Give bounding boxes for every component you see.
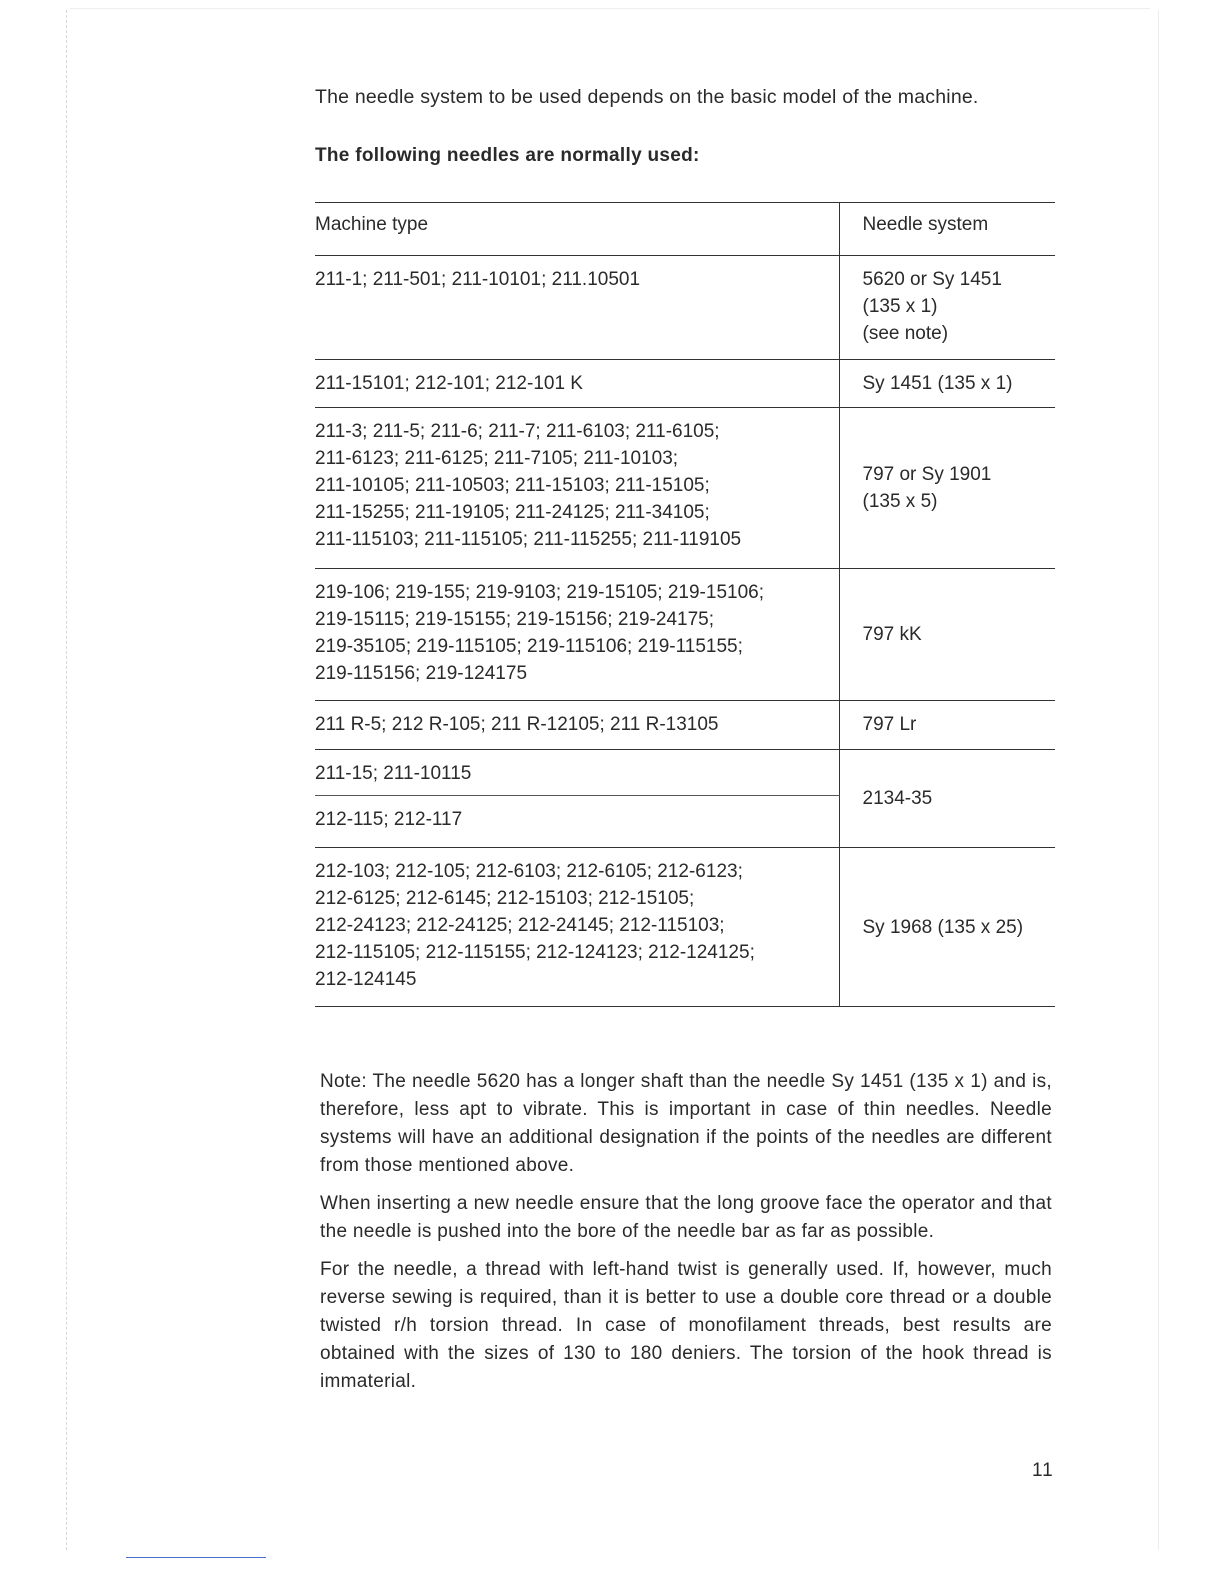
needle-system-line: Sy 1451 (135 x 1) bbox=[862, 373, 1013, 394]
header-machine-type: Machine type bbox=[315, 203, 839, 256]
needle-system-line: 797 Lr bbox=[862, 714, 917, 735]
machine-type-line: 219-35105; 219-115105; 219-115106; 219-115155; bbox=[315, 636, 743, 657]
table-row bbox=[315, 360, 1055, 408]
machine-type-cell bbox=[315, 569, 839, 701]
machine-type-line: 212-24123; 212-24125; 212-24145; 212-115103; bbox=[315, 915, 725, 936]
needle-system-line: 2134-35 bbox=[862, 788, 933, 809]
table-row bbox=[315, 701, 1055, 750]
bottom-rule bbox=[126, 1557, 266, 1558]
table-row bbox=[315, 750, 1055, 796]
machine-type-cell bbox=[315, 701, 839, 750]
needle-system-line: (see note) bbox=[862, 323, 949, 344]
machine-type-line: 212-115105; 212-115155; 212-124123; 212-124125; bbox=[315, 942, 755, 963]
needle-system-cell bbox=[839, 750, 1055, 848]
page-number: 11 bbox=[1032, 1460, 1054, 1481]
needle-system-cell bbox=[839, 408, 1055, 569]
machine-type-line: 212-115; 212-117 bbox=[315, 809, 463, 830]
machine-type-line: 211-6123; 211-6125; 211-7105; 211-10103; bbox=[315, 448, 679, 469]
machine-type-line: 211 R-5; 212 R-105; 211 R-12105; 211 R-13105 bbox=[315, 714, 719, 735]
machine-type-line: 211-15; 211-10115 bbox=[315, 763, 472, 784]
table-row bbox=[315, 256, 1055, 360]
machine-type-cell bbox=[315, 360, 839, 408]
machine-type-line: 219-15115; 219-15155; 219-15156; 219-24175; bbox=[315, 609, 714, 630]
needle-system-line: Sy 1968 (135 x 25) bbox=[862, 916, 1024, 938]
page-edge-right bbox=[1158, 10, 1159, 1550]
needle-system-cell bbox=[839, 256, 1055, 360]
section-heading: The following needles are normally used: bbox=[315, 145, 700, 166]
needle-system-line: (135 x 1) bbox=[862, 296, 938, 317]
needle-system-cell bbox=[839, 569, 1055, 701]
needle-system-cell bbox=[839, 848, 1055, 1007]
machine-type-cell bbox=[315, 408, 839, 569]
machine-type-line: 211-1; 211-501; 211-10101; 211.10501 bbox=[315, 269, 641, 290]
page-edge-left bbox=[66, 10, 67, 1550]
machine-type-cell bbox=[315, 796, 839, 848]
needle-system-line: (135 x 5) bbox=[862, 491, 938, 512]
machine-type-line: 219-106; 219-155; 219-9103; 219-15105; 219-15106; bbox=[315, 582, 764, 603]
table-header-row bbox=[315, 203, 1055, 256]
needle-system-cell bbox=[839, 360, 1055, 408]
notes-section bbox=[320, 1068, 1052, 1406]
machine-type-line: 212-124145 bbox=[315, 969, 417, 990]
thread-paragraph: For the needle, a thread with left-hand twist is generally used. If, however, much reverse sewing is required, than it is better to use a double core thread or a double twisted r/h torsion thread. In case of monofilament threads, best results are obtained with the sizes of 130 to 180 deniers. The torsion of the hook thread is immaterial. bbox=[320, 1259, 1052, 1392]
machine-type-line: 211-15101; 212-101; 212-101 K bbox=[315, 373, 583, 394]
table-row bbox=[315, 408, 1055, 569]
needle-system-cell bbox=[839, 701, 1055, 750]
page-edge-top bbox=[70, 8, 1150, 9]
table-row bbox=[315, 569, 1055, 701]
machine-type-line: 212-103; 212-105; 212-6103; 212-6105; 212-6123; bbox=[315, 861, 743, 882]
header-needle-system: Needle system bbox=[839, 203, 1055, 256]
needle-system-line: 797 kK bbox=[862, 624, 922, 645]
machine-type-cell bbox=[315, 750, 839, 796]
intro-text: The needle system to be used depends on the basic model of the machine. bbox=[315, 86, 979, 108]
machine-type-line: 211-115103; 211-115105; 211-115255; 211-119105 bbox=[315, 529, 742, 550]
needle-insertion-paragraph: When inserting a new needle ensure that the long groove face the operator and that the needle is pushed into the bore of the needle bar as far as possible. bbox=[320, 1193, 1052, 1242]
machine-type-line: 212-6125; 212-6145; 212-15103; 212-15105; bbox=[315, 888, 695, 909]
machine-type-cell bbox=[315, 848, 839, 1007]
machine-type-line: 219-115156; 219-124175 bbox=[315, 663, 528, 684]
needle-system-line: 797 or Sy 1901 bbox=[862, 464, 992, 485]
needle-table bbox=[315, 202, 1055, 1007]
machine-type-line: 211-10105; 211-10503; 211-15103; 211-15105; bbox=[315, 475, 710, 496]
machine-type-line: 211-15255; 211-19105; 211-24125; 211-34105; bbox=[315, 502, 710, 523]
note-paragraph: Note: The needle 5620 has a longer shaft than the needle Sy 1451 (135 x 1) and is, therefore, less apt to vibrate. This is important in case of thin needles. Needle systems will have an additional designation if the points of the needles are different from those mentioned above. bbox=[320, 1071, 1052, 1176]
machine-type-cell bbox=[315, 256, 839, 360]
table-row bbox=[315, 848, 1055, 1007]
machine-type-line: 211-3; 211-5; 211-6; 211-7; 211-6103; 211-6105; bbox=[315, 421, 720, 442]
needle-system-line: 5620 or Sy 1451 bbox=[862, 269, 1002, 290]
